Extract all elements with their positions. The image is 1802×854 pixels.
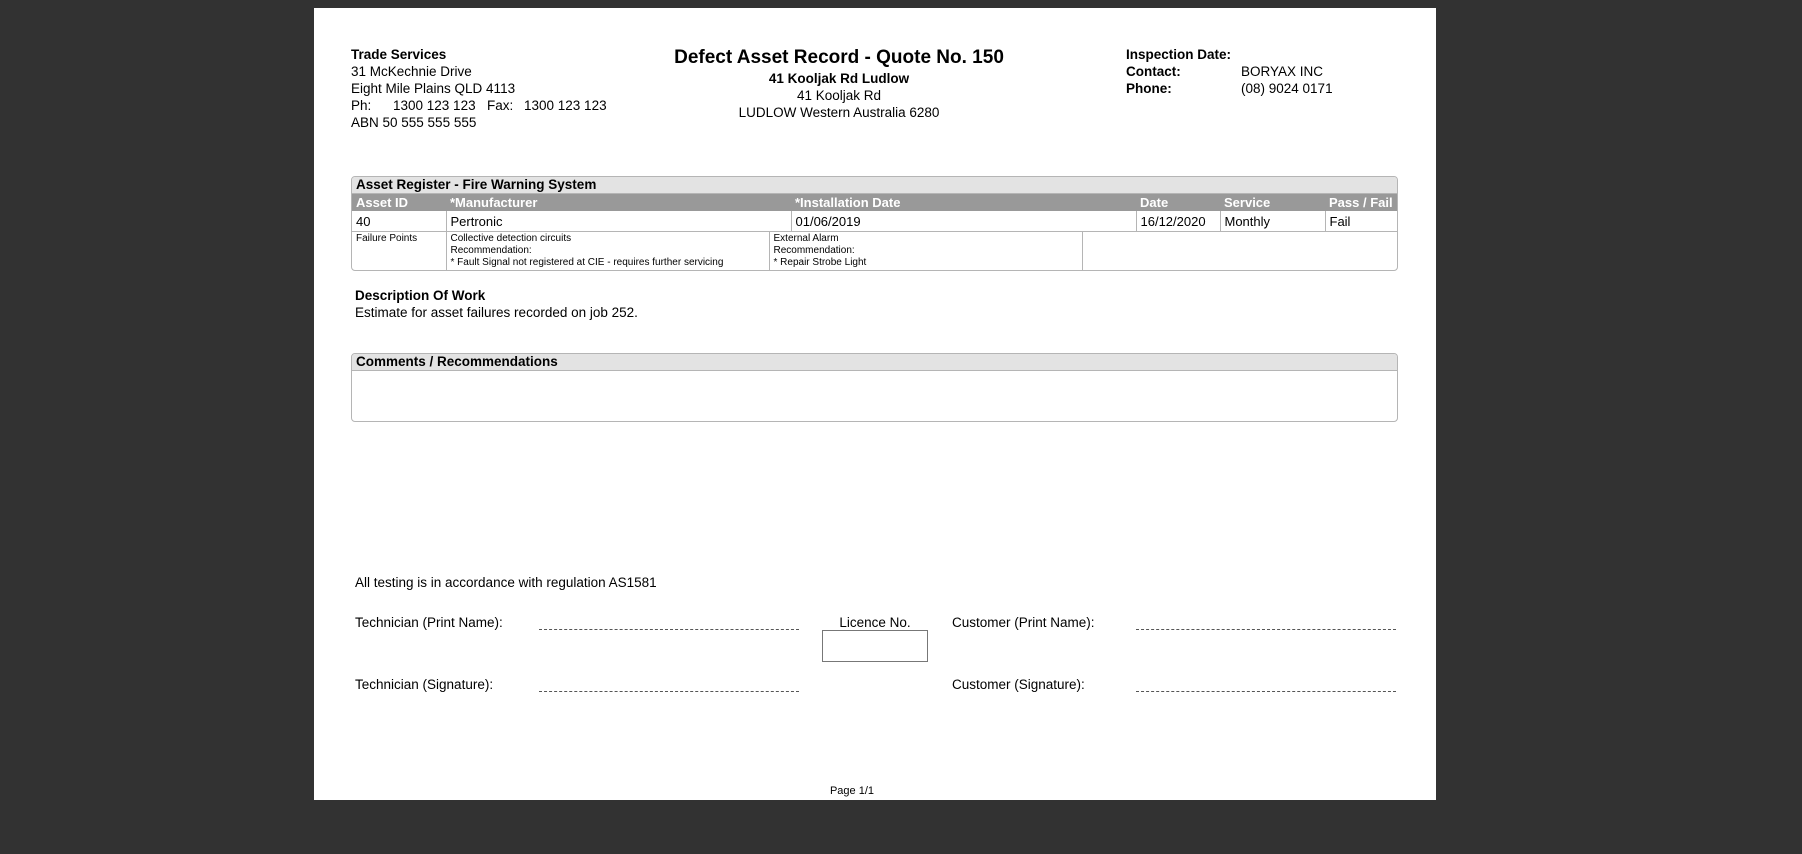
service-cell: Monthly [1220, 211, 1325, 232]
company-block [351, 46, 607, 131]
failure-point-title: Collective detection circuits [450, 233, 572, 244]
date-cell: 16/12/2020 [1136, 211, 1220, 232]
column-header: Service [1220, 194, 1325, 211]
column-header: Asset ID [352, 194, 446, 211]
document-title: Defect Asset Record - Quote No. 150 [674, 47, 1004, 68]
phone-value: (08) 9024 0171 [1241, 81, 1333, 96]
installation-date-cell: 01/06/2019 [791, 211, 1136, 232]
licence-label: Licence No. [839, 615, 911, 630]
table-row [352, 211, 1397, 232]
technician-name-line[interactable] [539, 629, 799, 630]
failure-point-rec-text: * Repair Strobe Light [773, 257, 867, 268]
failure-point-rec-label: Recommendation: [773, 245, 855, 256]
column-header: Pass / Fail [1325, 194, 1397, 211]
table-header-row [352, 194, 1397, 211]
comments-section [351, 353, 1398, 422]
inspection-date-label: Inspection Date: [1126, 47, 1232, 62]
description-text: Estimate for asset failures recorded on job 252. [355, 305, 638, 320]
failure-point-2 [769, 232, 1082, 270]
company-address-line2: Eight Mile Plains QLD 4113 [351, 81, 516, 96]
column-header: Date [1136, 194, 1220, 211]
document-page [314, 8, 1436, 800]
licence-box[interactable] [822, 630, 928, 662]
fax-label: Fax: [487, 98, 514, 113]
phone-value: 1300 123 123 [393, 98, 476, 113]
customer-signature-line[interactable] [1136, 691, 1396, 692]
inspection-block [1126, 46, 1333, 97]
asset-register-heading: Asset Register - Fire Warning System [352, 177, 1397, 194]
company-abn: ABN 50 555 555 555 [351, 115, 477, 130]
failure-point-rec-text: * Fault Signal not registered at CIE - requires further servicing [450, 257, 724, 268]
comments-heading: Comments / Recommendations [352, 354, 1397, 371]
technician-name-label: Technician (Print Name): [355, 615, 503, 630]
failure-points-row [352, 232, 1397, 270]
customer-signature-label: Customer (Signature): [952, 677, 1085, 692]
manufacturer-cell: Pertronic [446, 211, 791, 232]
site-address-line2: LUDLOW Western Australia 6280 [738, 105, 940, 120]
failure-points-label: Failure Points [352, 232, 446, 270]
technician-signature-line[interactable] [539, 691, 799, 692]
failure-point-1 [446, 232, 769, 270]
comments-body [352, 371, 1397, 421]
regulation-note: All testing is in accordance with regulation AS1581 [355, 575, 657, 590]
failure-point-title: External Alarm [773, 233, 839, 244]
customer-name-line[interactable] [1136, 629, 1396, 630]
page-number: Page 1/1 [829, 785, 875, 797]
failure-point-empty [1082, 232, 1397, 270]
phone-label: Ph: [351, 98, 372, 113]
company-phone-line [351, 97, 607, 114]
title-block [614, 46, 1064, 121]
company-address-line1: 31 McKechnie Drive [351, 64, 472, 79]
fax-value: 1300 123 123 [524, 98, 607, 113]
asset-register-table [352, 194, 1397, 232]
phone-label: Phone: [1126, 81, 1172, 96]
contact-label: Contact: [1126, 64, 1181, 79]
failure-points-table [352, 232, 1397, 270]
description-heading: Description Of Work [355, 288, 486, 303]
pass-fail-cell: Fail [1325, 211, 1397, 232]
company-name: Trade Services [351, 47, 447, 62]
description-section [355, 287, 638, 321]
site-address-line1: 41 Kooljak Rd [796, 88, 882, 103]
customer-name-label: Customer (Print Name): [952, 615, 1095, 630]
site-name: 41 Kooljak Rd Ludlow [768, 71, 910, 86]
failure-point-rec-label: Recommendation: [450, 245, 532, 256]
contact-value: BORYAX INC [1241, 64, 1324, 79]
technician-signature-label: Technician (Signature): [355, 677, 494, 692]
column-header: *Installation Date [791, 194, 1136, 211]
column-header: *Manufacturer [446, 194, 791, 211]
asset-id-cell: 40 [352, 211, 446, 232]
asset-register-section [351, 176, 1398, 271]
